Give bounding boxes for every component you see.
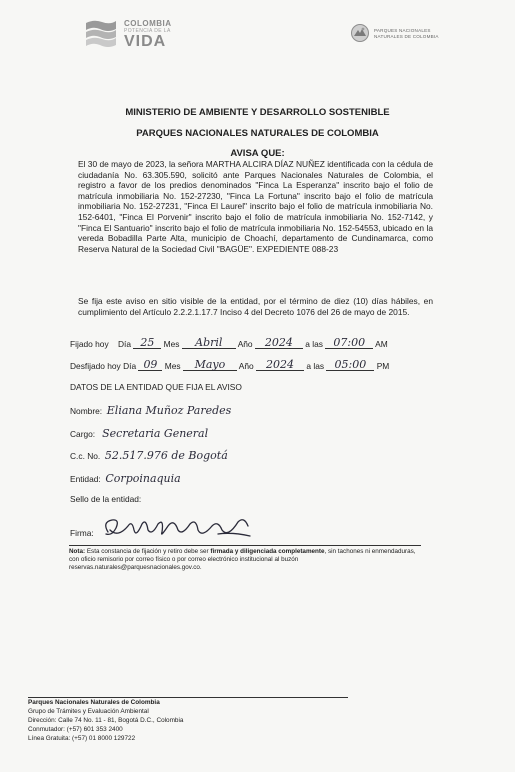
footer-free-line: Línea Gratuita: (+57) 01 8000 129722 bbox=[28, 735, 136, 742]
note-text bbox=[69, 548, 424, 572]
entidad-value: Corpoinaquia bbox=[105, 472, 181, 485]
footer-group: Grupo de Trámites y Evaluación Ambiental bbox=[28, 708, 149, 715]
footer-phone: Conmutador: (+57) 601 353 2400 bbox=[28, 726, 123, 733]
footer-rule bbox=[28, 697, 348, 698]
cc-label: C.c. No. bbox=[70, 451, 101, 461]
desfijado-line bbox=[70, 359, 389, 371]
nombre-value: Eliana Muñoz Paredes bbox=[106, 404, 232, 417]
desfijado-label: Desfijado hoy Día bbox=[70, 361, 137, 371]
signature-line bbox=[69, 545, 421, 546]
desfijado-dia-value: 09 bbox=[138, 359, 162, 371]
entidad-label: Entidad: bbox=[70, 474, 101, 484]
colombia-potencia-vida-logo bbox=[84, 17, 179, 50]
fijado-hora-label: a las bbox=[305, 339, 323, 349]
logo-text-parques: PARQUES NACIONALES bbox=[374, 28, 431, 33]
desfijado-ano-value: 2024 bbox=[256, 359, 304, 371]
note-bold: firmada y diligenciada completamente bbox=[210, 548, 325, 555]
fijado-ampm: AM bbox=[375, 339, 388, 349]
desfijado-hora-value: 05:00 bbox=[326, 359, 374, 371]
parques-emblem-icon bbox=[350, 23, 370, 43]
logo-text-colombia: COLOMBIA bbox=[124, 19, 172, 28]
logo-text-vida: VIDA bbox=[124, 33, 167, 50]
notice-paragraph-1: El 30 de mayo de 2023, la señora MARTHA ALCIRA DÍAZ NUÑEZ identificada con la cédula de ciudadanía No. 63.305.590, solicitó ante Parques Nacionales Naturales de Colombia, el registro a favor de los predios denominados "Finca La Esperanza" inscrito bajo el folio de matrícula inmobiliaria No. 152-27230, "Finca La Fortuna" inscrito bajo el folio de matrícula inmobiliaria No. 152-27231, "Finca El Laurel" inscrito bajo el folio de matrícula inmobiliaria No. 152-6401, "Finca El Porvenir" inscrito bajo el folio de matrícula inmobiliaria No. 152-7142, y "Finca El Santuario" inscrito bajo el folio de matrícula inmobiliaria No. 152-54553, ubicado en la vereda Bobadilla Parte Alta, municipio de Choachí, departamento de Cundinamarca, como Reserva Natural de la Sociedad Civil "BAGÜE". EXPEDIENTE 088-23 bbox=[78, 159, 433, 254]
note-lead: Nota: bbox=[69, 548, 86, 555]
footer-address: Dirección: Calle 74 No. 11 - 81, Bogotá D.C., Colombia bbox=[28, 717, 184, 724]
footer-org: Parques Nacionales Naturales de Colombia bbox=[28, 699, 160, 706]
cargo-row bbox=[70, 427, 208, 440]
fijado-dia-value: 25 bbox=[133, 337, 161, 349]
note-text-1: Esta constancia de fijación y retiro debe ser bbox=[85, 548, 211, 555]
nombre-row bbox=[70, 404, 231, 417]
fijado-line bbox=[70, 337, 388, 349]
nombre-label: Nombre: bbox=[70, 406, 103, 416]
firma-label: Firma: bbox=[70, 528, 94, 538]
fijado-hora-value: 07:00 bbox=[325, 337, 373, 349]
fijado-ano-label: Año bbox=[237, 339, 253, 349]
fijado-mes-value: Abril bbox=[182, 337, 236, 349]
cargo-label: Cargo: bbox=[70, 429, 96, 439]
notice-paragraph-2: Se fija este aviso en sitio visible de la entidad, por el término de diez (10) días hábiles, en cumplimiento del Artículo 2.2.2.1.17.7 Inciso 4 del Decreto 1076 del 26 de mayo de 2015. bbox=[78, 296, 433, 317]
logo-text-naturales: NATURALES DE COLOMBIA bbox=[374, 34, 439, 39]
entidad-heading: DATOS DE LA ENTIDAD QUE FIJA EL AVISO bbox=[70, 382, 242, 392]
colombia-flag-icon bbox=[84, 17, 118, 50]
fijado-label: Fijado hoy bbox=[70, 339, 109, 349]
fijado-ano-value: 2024 bbox=[255, 337, 303, 349]
sello-label: Sello de la entidad: bbox=[70, 494, 142, 504]
fijado-mes-label: Mes bbox=[163, 339, 180, 349]
desfijado-mes-label: Mes bbox=[164, 361, 181, 371]
note-text-2: , sin tachones ni enmendaduras, con oficio remisorio por correo físico o por correo electrónico institucional al buzón reservas.naturales@parquesnacionales.gov.co. bbox=[69, 548, 416, 571]
desfijado-ano-label: Año bbox=[238, 361, 254, 371]
parques-nacionales-logo bbox=[350, 23, 450, 45]
desfijado-ampm: PM bbox=[376, 361, 390, 371]
entidad-row bbox=[70, 472, 181, 485]
logo-text-potencia: POTENCIA DE LA bbox=[124, 28, 171, 34]
cc-value: 52.517.976 de Bogotá bbox=[104, 449, 228, 462]
ministry-title: MINISTERIO DE AMBIENTE Y DESARROLLO SOSTENIBLE bbox=[125, 107, 390, 118]
cargo-value: Secretaria General bbox=[102, 427, 209, 440]
handwritten-signature bbox=[98, 512, 258, 544]
desfijado-hora-label: a las bbox=[306, 361, 325, 371]
parks-title: PARQUES NACIONALES NATURALES DE COLOMBIA bbox=[136, 128, 379, 139]
fijado-dia-label: Día bbox=[117, 339, 131, 349]
cc-row bbox=[70, 449, 228, 462]
notice-heading: AVISA QUE: bbox=[230, 148, 285, 159]
desfijado-mes-value: Mayo bbox=[183, 359, 237, 371]
